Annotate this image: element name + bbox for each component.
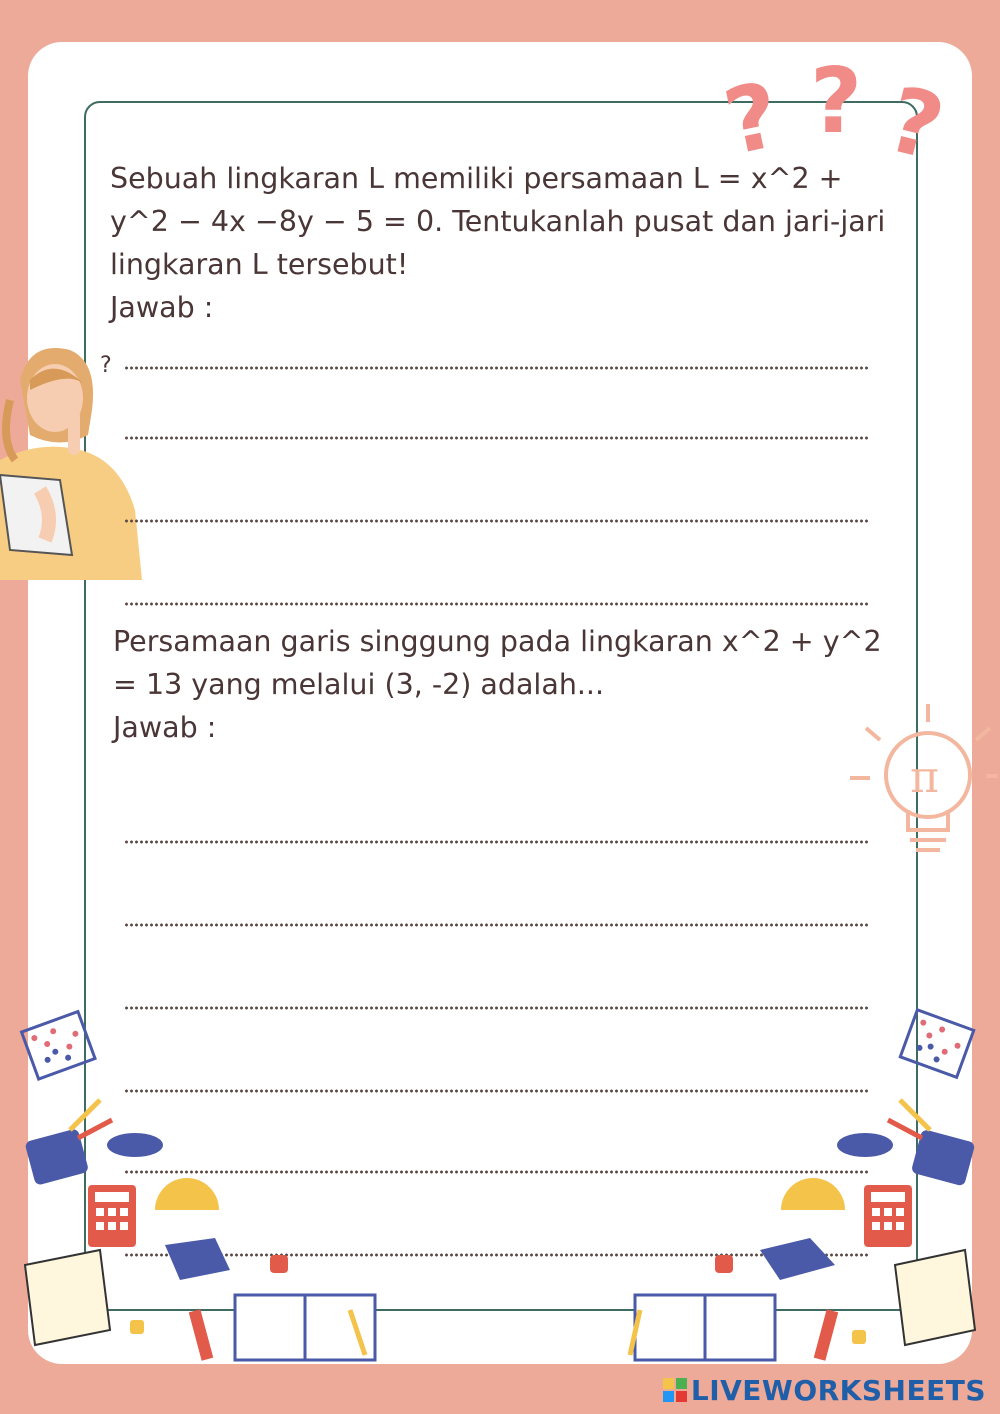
answer-line-1-4[interactable] [124, 602, 870, 606]
girl-thinking-illustration [0, 340, 150, 580]
question-1-answer-label: Jawab : [110, 291, 214, 324]
answer-line-2-2[interactable] [124, 923, 870, 927]
answer-marker: ? [100, 353, 112, 378]
question-2 [113, 620, 893, 749]
liveworksheets-logo [663, 1378, 687, 1402]
school-supplies-decoration [20, 1010, 380, 1370]
answer-line-2-1[interactable] [124, 840, 870, 844]
answer-line-1-3[interactable] [124, 519, 870, 523]
svg-text:?: ? [810, 49, 863, 154]
question-marks-icon [715, 49, 975, 182]
liveworksheets-branding[interactable] [663, 1372, 986, 1408]
school-supplies-decoration-right [620, 1010, 980, 1370]
question-1 [110, 157, 910, 329]
question-2-answer-label: Jawab : [113, 711, 217, 744]
answer-line-1-2[interactable] [124, 436, 870, 440]
question-1-text: Sebuah lingkaran L memiliki persamaan L = x^2 + y^2 − 4x −8y − 5 = 0. Tentukanlah pusat dan jari-jari lingkaran L tersebut! [110, 162, 886, 281]
svg-text:?: ? [877, 66, 954, 182]
brand-name: LIVEWORKSHEETS [690, 1373, 986, 1407]
question-2-text: Persamaan garis singgung pada lingkaran x^2 + y^2 = 13 yang melalui (3, -2) adalah... [113, 625, 882, 701]
svg-text:π: π [910, 752, 939, 803]
answer-line-1-1[interactable] [124, 366, 870, 370]
svg-text:?: ? [715, 62, 789, 177]
